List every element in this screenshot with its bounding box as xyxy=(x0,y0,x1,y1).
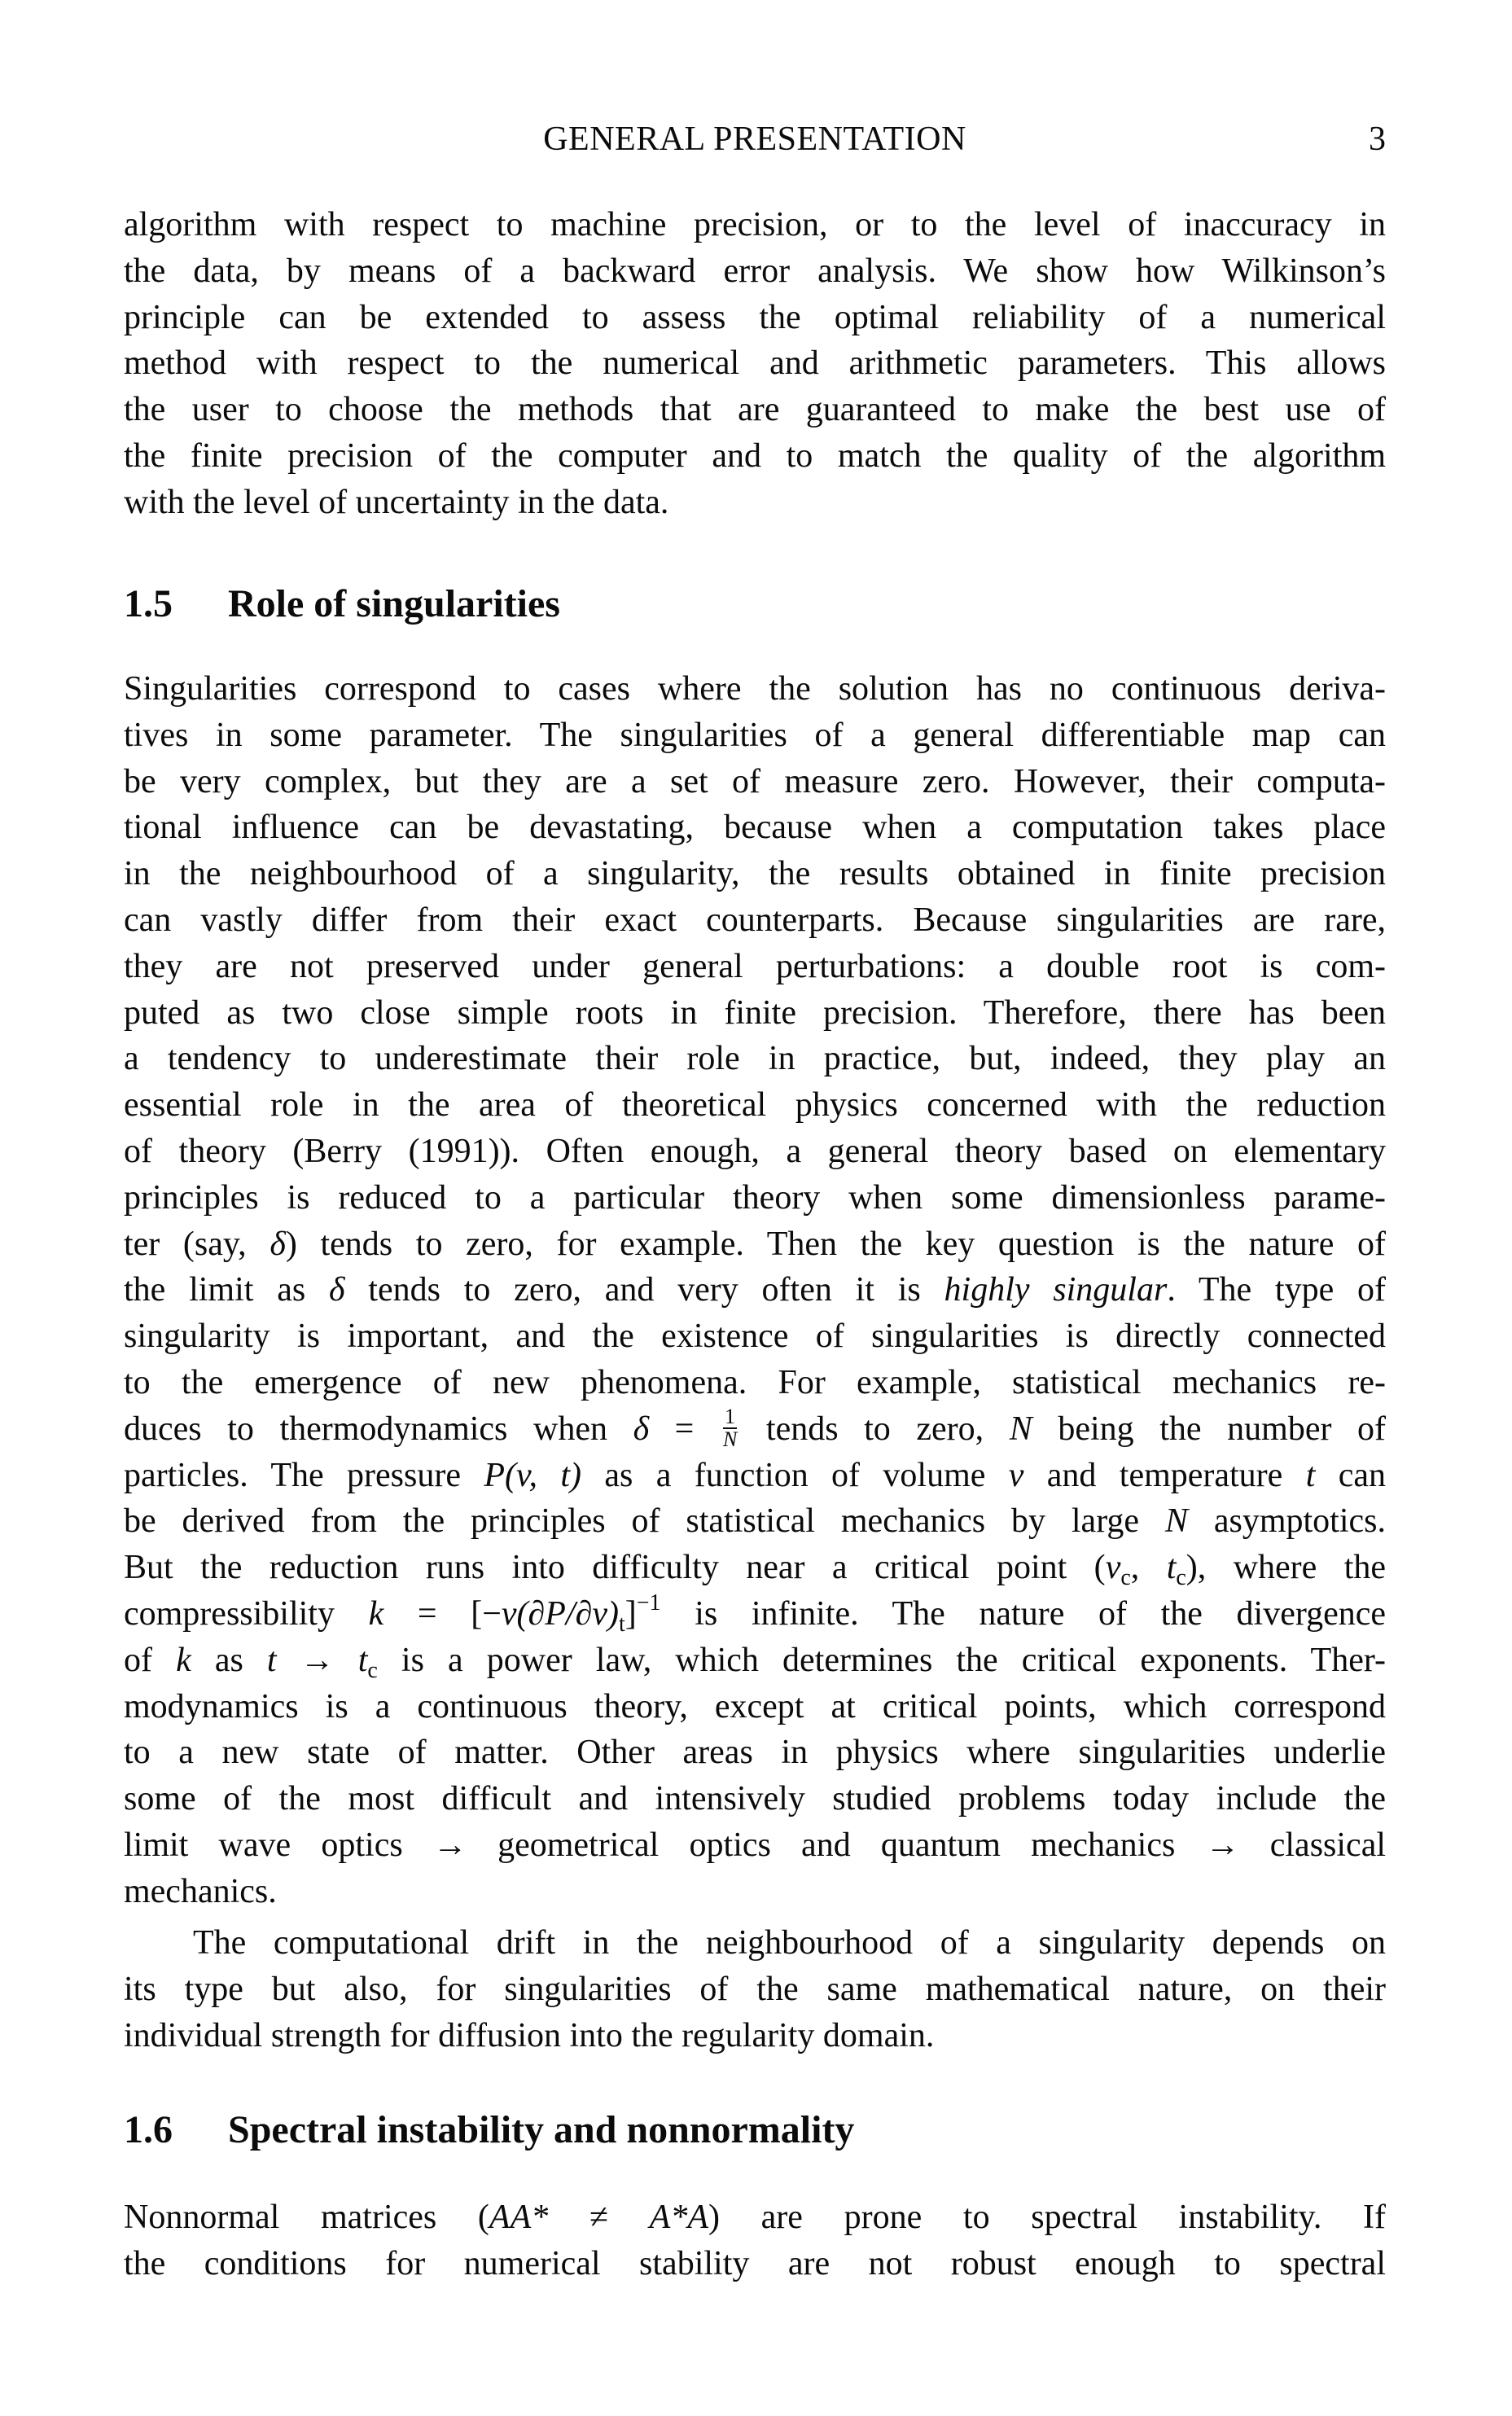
running-head-title: GENERAL PRESENTATION xyxy=(543,121,966,158)
math-arguments: (v, t) xyxy=(504,1456,582,1494)
text-run: and temperature xyxy=(1023,1456,1306,1494)
math-variable: t xyxy=(1305,1456,1316,1494)
section-title: Role of singularities xyxy=(228,582,560,625)
text-run: . The type of xyxy=(1167,1271,1386,1309)
text-run: the limit as xyxy=(124,1271,329,1309)
math-variable: N xyxy=(1164,1502,1188,1541)
text-line xyxy=(124,1545,1386,1591)
text-line: method with respect to the numerical and arithmetic parameters. This allows xyxy=(124,344,1386,383)
section-number: 1.6 xyxy=(124,2108,173,2151)
text-run: ) tends to zero, for example. Then the key question is the nature of xyxy=(285,1225,1386,1263)
text-line: in the neighbourhood of a singularity, the results obtained in finite precision xyxy=(124,855,1386,893)
intro-paragraph xyxy=(124,202,1386,526)
section-heading-1-6 xyxy=(124,2106,1386,2155)
text-run: is infinite. The nature of the divergence xyxy=(660,1594,1386,1633)
text-run: asymptotics. xyxy=(1187,1502,1386,1541)
text-line: to a new state of matter. Other areas in physics where singularities underlie xyxy=(124,1734,1386,1772)
text-line xyxy=(124,1638,1386,1684)
math-variable: v xyxy=(501,1594,517,1633)
text-line: tives in some parameter. The singularities of a general differentiable map can xyxy=(124,716,1386,754)
text-run: being the number of xyxy=(1032,1410,1387,1448)
text-line: to the emergence of new phenomena. For example, statistical mechanics re- xyxy=(124,1363,1386,1401)
math-superscript: −1 xyxy=(636,1589,661,1616)
text-run: is a power law, which determines the critical exponents. Ther- xyxy=(377,1641,1386,1679)
text-line: puted as two close simple roots in finite precision. Therefore, there has been xyxy=(124,993,1386,1032)
section-heading-1-5 xyxy=(124,580,1386,629)
text-line xyxy=(124,1453,1386,1499)
math-variable: k xyxy=(176,1641,191,1679)
text-line xyxy=(124,1406,1386,1453)
math-operator: ≠ xyxy=(548,2199,650,2236)
text-line: essential role in the area of theoretical physics concerned with the reduction xyxy=(124,1086,1386,1125)
text-run: ), where the xyxy=(1185,1549,1387,1587)
text-line: principles is reduced to a particular theory when some dimensionless parame- xyxy=(124,1178,1386,1217)
text-line xyxy=(124,1591,1386,1638)
math-variable: k xyxy=(368,1594,384,1633)
math-bracket: ] xyxy=(625,1594,637,1633)
text-line: the conditions for numerical stability are not robust enough to spectral xyxy=(124,2244,1386,2282)
text-line: tional influence can be devastating, because when a computation takes place xyxy=(124,809,1386,847)
text-line: a tendency to underestimate their role in practice, but, indeed, they play an xyxy=(124,1040,1386,1078)
text-line xyxy=(124,1498,1386,1545)
section-1-5-paragraph-1 xyxy=(124,666,1386,1915)
text-run: as xyxy=(191,1641,267,1679)
text-line: the user to choose the methods that are guaranteed to make the best use of xyxy=(124,391,1386,429)
math-delta: δ xyxy=(270,1225,286,1263)
math-subscript: c xyxy=(367,1657,378,1683)
section-number: 1.5 xyxy=(124,582,173,625)
text-line: Singularities correspond to cases where the solution has no continuous deriva- xyxy=(124,670,1386,708)
section-1-5-paragraph-2 xyxy=(124,1920,1386,2059)
text-run: compressibility xyxy=(124,1594,369,1633)
text-line: can vastly differ from their exact counterparts. Because singularities are rare, xyxy=(124,901,1386,939)
text-line: of theory (Berry (1991)). Often enough, a general theory based on elementary xyxy=(124,1132,1386,1170)
math-subscript: c xyxy=(1120,1565,1131,1591)
math-delta: δ xyxy=(633,1410,650,1448)
text-run: as a function of volume xyxy=(581,1456,1009,1494)
text-run: tends to zero, xyxy=(740,1410,1010,1448)
math-operator: = [− xyxy=(383,1594,502,1633)
text-run: Nonnormal matrices ( xyxy=(124,2199,489,2236)
text-line: principle can be extended to assess the optimal reliability of a numerical xyxy=(124,298,1386,336)
section-1-6-paragraph-1 xyxy=(124,2195,1386,2287)
math-variable: v xyxy=(1008,1456,1024,1494)
emphasis-text: highly singular xyxy=(944,1271,1168,1309)
math-expression: (∂P/∂v) xyxy=(516,1594,619,1633)
math-variable: N xyxy=(1009,1410,1032,1448)
math-subscript: t xyxy=(618,1611,625,1637)
math-fraction xyxy=(723,1406,737,1450)
text-line xyxy=(124,1267,1386,1313)
math-variable: t xyxy=(1166,1549,1177,1587)
text-run: can xyxy=(1315,1456,1387,1494)
text-line: be very complex, but they are a set of measure zero. However, their computa- xyxy=(124,762,1386,800)
text-line xyxy=(124,2195,1386,2241)
text-line: mechanics. xyxy=(124,1872,277,1910)
text-line: individual strength for diffusion into the regularity domain. xyxy=(124,2016,935,2054)
text-line: they are not preserved under general perturbations: a double root is com- xyxy=(124,947,1386,985)
text-run: duces to thermodynamics when xyxy=(124,1410,633,1448)
text-line: with the level of uncertainty in the data. xyxy=(124,483,669,521)
arrow-icon: → xyxy=(276,1641,358,1679)
math-variable: P xyxy=(484,1456,505,1494)
math-equals: = xyxy=(649,1410,720,1448)
text-run: , xyxy=(1130,1549,1167,1587)
text-run: particles. The pressure xyxy=(124,1456,484,1494)
text-line: limit wave optics → geometrical optics and quantum mechanics → classical xyxy=(124,1826,1386,1864)
text-run: of xyxy=(124,1641,177,1679)
text-line xyxy=(124,1221,1386,1268)
text-line: The computational drift in the neighbourhood of a singularity depends on xyxy=(193,1924,1386,1962)
text-line: some of the most difficult and intensively studied problems today include the xyxy=(124,1780,1386,1818)
text-line: the data, by means of a backward error analysis. We show how Wilkinson’s xyxy=(124,252,1386,290)
math-expression: A*A xyxy=(649,2199,708,2236)
text-line: singularity is important, and the existence of singularities is directly connected xyxy=(124,1318,1386,1356)
running-head xyxy=(124,116,1386,162)
math-variable: t xyxy=(357,1641,368,1679)
text-run: ) are prone to spectral instability. If xyxy=(708,2199,1386,2236)
text-run: tends to zero, and very often it is xyxy=(344,1271,944,1309)
fraction-denominator: N xyxy=(722,1427,738,1452)
text-run: But the reduction runs into difficulty near a critical point ( xyxy=(124,1549,1106,1587)
math-subscript: c xyxy=(1176,1565,1186,1591)
text-line: its type but also, for singularities of the same mathematical nature, on their xyxy=(124,1970,1386,2008)
math-delta: δ xyxy=(328,1271,345,1309)
math-variable: t xyxy=(266,1641,277,1679)
math-variable: v xyxy=(1105,1549,1121,1587)
text-run: ter (say, xyxy=(124,1225,270,1263)
text-line: modynamics is a continuous theory, except at critical points, which correspond xyxy=(124,1687,1386,1725)
text-line: algorithm with respect to machine precision, or to the level of inaccuracy in xyxy=(124,206,1386,243)
text-line: the finite precision of the computer and to match the quality of the algorithm xyxy=(124,436,1386,475)
page-number: 3 xyxy=(1369,121,1386,158)
section-title: Spectral instability and nonnormality xyxy=(228,2108,855,2151)
math-expression: AA* xyxy=(489,2199,549,2236)
text-run: be derived from the principles of statistical mechanics by large xyxy=(124,1502,1165,1541)
fraction-numerator: 1 xyxy=(723,1406,737,1429)
